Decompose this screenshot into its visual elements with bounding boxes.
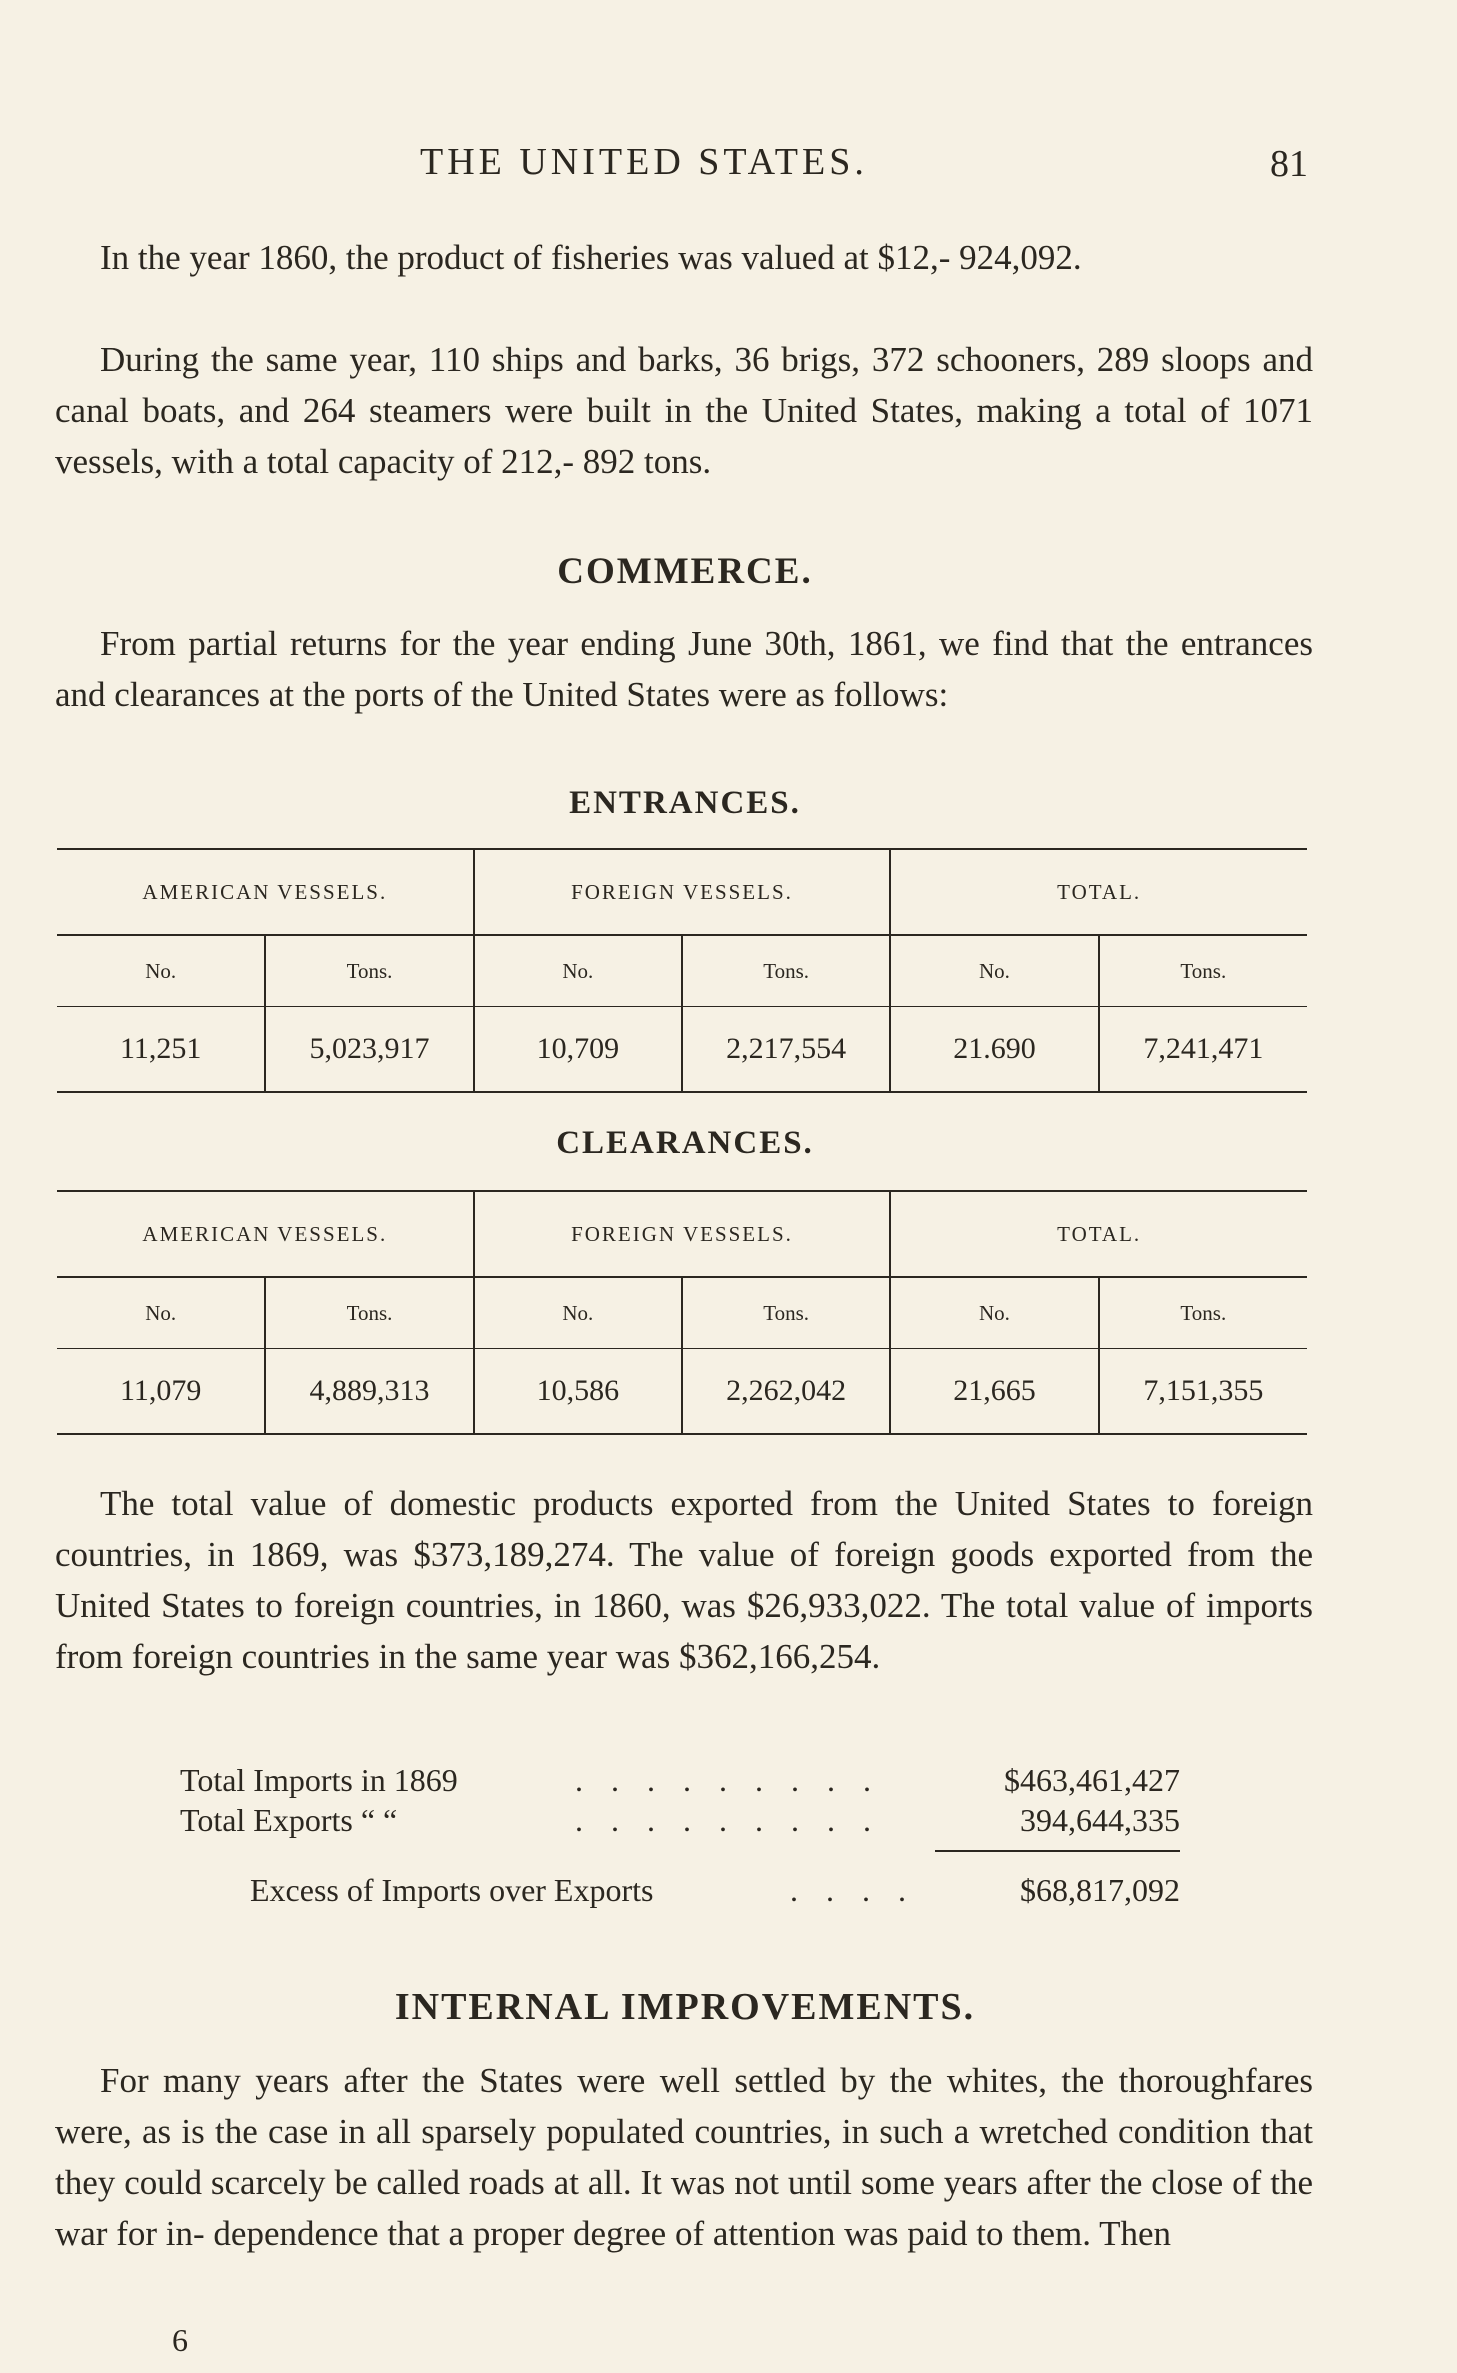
paragraph-internal-improvements: For many years after the States were well settled by the whites, the thoroughfares were, as is the case in all sparsely populated countries, in such a wretched condition that they could scarcely be called roads at all. It was not until some years after the close of the war for in- dependence that a proper degree of attention was paid to them. Then: [55, 2061, 1313, 2253]
column-header: Tons.: [265, 935, 473, 1007]
exports-value: 394,644,335: [1020, 1802, 1180, 1838]
heading-commerce: COMMERCE.: [557, 551, 813, 592]
exports-label: Total Exports “ “: [180, 1802, 398, 1838]
column-header: Tons.: [265, 1277, 473, 1349]
imports-value: $463,461,427: [1004, 1762, 1180, 1798]
exports-row: [180, 1802, 1180, 1842]
trade-summary: [180, 1762, 1180, 1912]
table-cell: 11,251: [57, 1007, 265, 1093]
entrances-table: [57, 848, 1307, 1093]
table-cell: 10,586: [474, 1349, 682, 1435]
column-header: Tons.: [1099, 1277, 1307, 1349]
clearances-table: [57, 1190, 1307, 1435]
table-cell: 5,023,917: [265, 1007, 473, 1093]
group-header: TOTAL.: [890, 1191, 1307, 1277]
column-header: Tons.: [682, 935, 890, 1007]
leader-dots: . . . . . . . . .: [575, 1802, 881, 1838]
table-cell: 7,241,471: [1099, 1007, 1307, 1093]
table-cell: 10,709: [474, 1007, 682, 1093]
table-cell: 21,665: [890, 1349, 1098, 1435]
column-header: Tons.: [1099, 935, 1307, 1007]
leader-dots: . . . . . . . . .: [575, 1762, 881, 1798]
heading-internal-improvements: INTERNAL IMPROVEMENTS.: [394, 1986, 976, 2028]
column-header: No.: [474, 935, 682, 1007]
column-header: No.: [474, 1277, 682, 1349]
running-title: THE UNITED STATES.: [420, 141, 868, 183]
paragraph-fisheries: In the year 1860, the product of fisheries was valued at $12,- 924,092.: [100, 238, 1082, 277]
running-head: [0, 140, 1457, 190]
leader-dots: . . . .: [790, 1872, 916, 1908]
group-header: TOTAL.: [890, 849, 1307, 935]
table-cell: 2,217,554: [682, 1007, 890, 1093]
paragraph-shipbuilding: During the same year, 110 ships and barks, 36 brigs, 372 schooners, 289 sloops and canal boats, and 264 steamers were built in the United States, making a total of 1071 vessels, with a total capacity of 212,- 892 tons.: [55, 340, 1313, 481]
heading-entrances: ENTRANCES.: [569, 785, 801, 821]
group-header: AMERICAN VESSELS.: [57, 849, 474, 935]
excess-label: Excess of Imports over Exports: [250, 1872, 654, 1908]
table-cell: 21.690: [890, 1007, 1098, 1093]
paragraph-exports: The total value of domestic products exported from the United States to foreign countries, in 1869, was $373,189,274. The value of foreign goods exported from the United States to foreign countries, in 1860, was $26,933,022. The total value of imports from foreign countries in the same year was $362,166,254.: [55, 1484, 1313, 1676]
excess-value: $68,817,092: [1020, 1872, 1180, 1908]
table-cell: 11,079: [57, 1349, 265, 1435]
table-cell: 7,151,355: [1099, 1349, 1307, 1435]
imports-row: [180, 1762, 1180, 1802]
imports-label: Total Imports in 1869: [180, 1762, 458, 1798]
group-header: FOREIGN VESSELS.: [474, 1191, 891, 1277]
sum-rule: [935, 1850, 1180, 1852]
column-header: No.: [57, 935, 265, 1007]
table-cell: 4,889,313: [265, 1349, 473, 1435]
column-header: Tons.: [682, 1277, 890, 1349]
table-cell: 2,262,042: [682, 1349, 890, 1435]
group-header: FOREIGN VESSELS.: [474, 849, 891, 935]
column-header: No.: [57, 1277, 265, 1349]
group-header: AMERICAN VESSELS.: [57, 1191, 474, 1277]
heading-clearances: CLEARANCES.: [556, 1125, 814, 1161]
signature-mark: 6: [172, 2322, 188, 2358]
page-number: 81: [1270, 143, 1308, 185]
paragraph-commerce-intro: From partial returns for the year ending June 30th, 1861, we find that the entrances and clearances at the ports of the United States were as follows:: [55, 624, 1313, 714]
column-header: No.: [890, 935, 1098, 1007]
excess-row: [250, 1872, 1180, 1912]
column-header: No.: [890, 1277, 1098, 1349]
